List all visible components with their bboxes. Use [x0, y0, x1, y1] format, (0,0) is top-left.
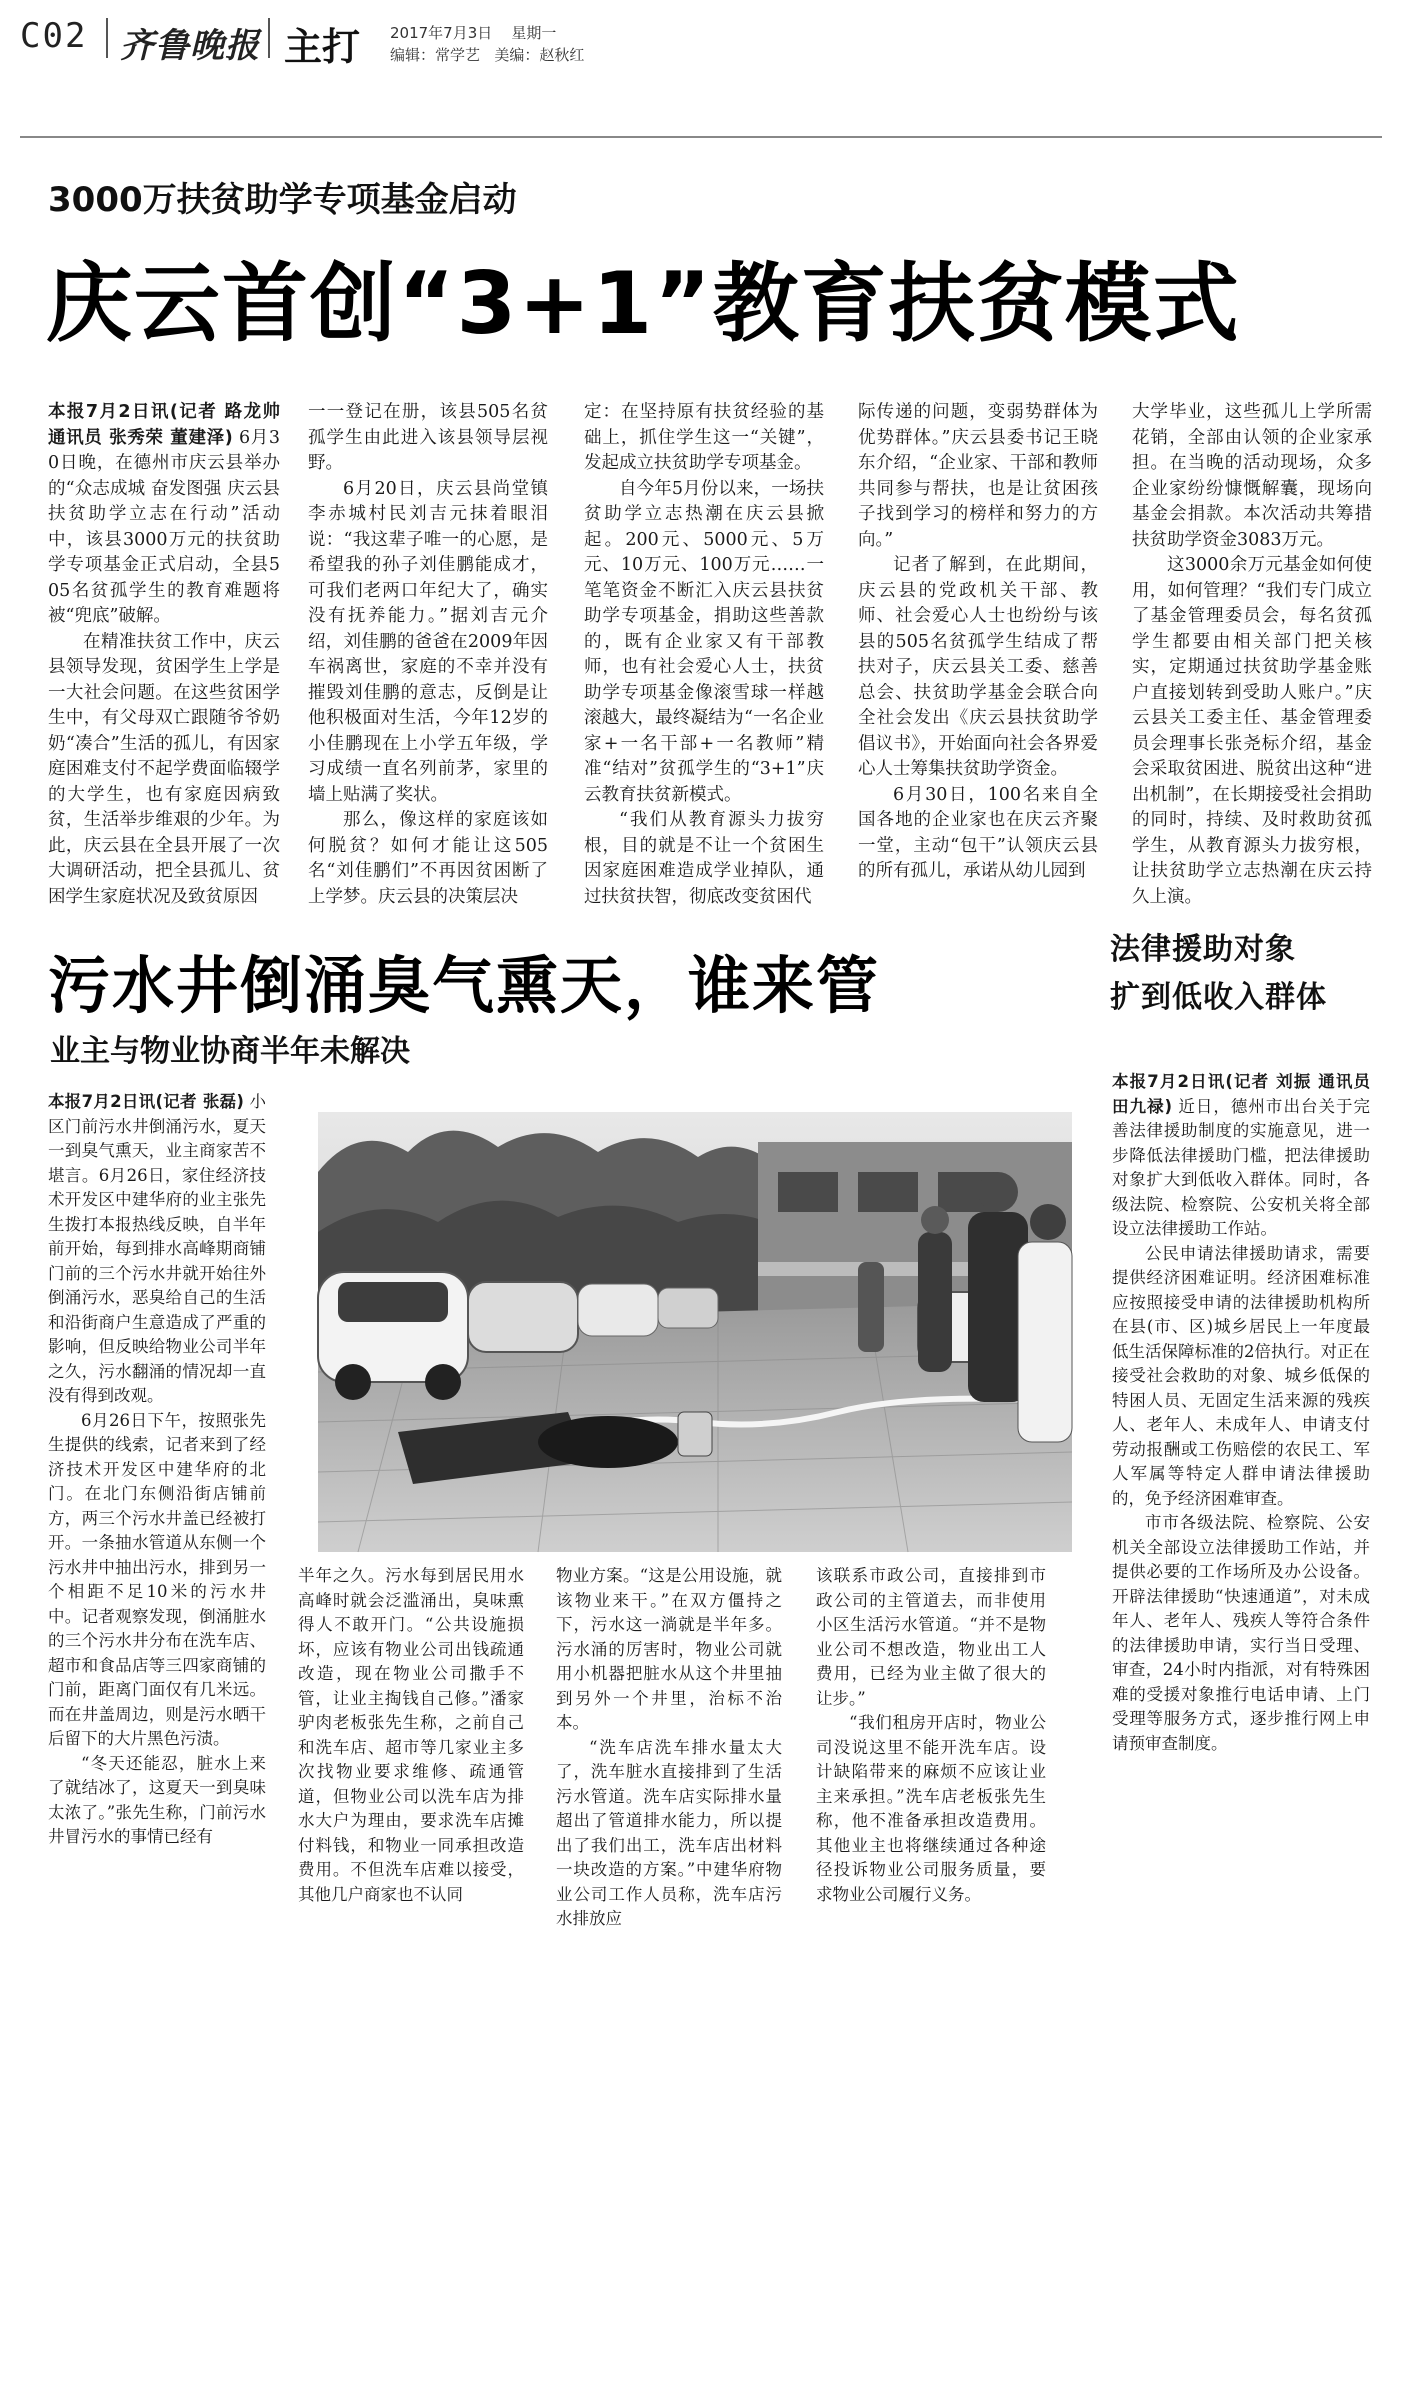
- story2-headline: 污水井倒涌臭气熏天，谁来管: [48, 949, 881, 1022]
- designer-credit: 美编：赵秋红: [494, 46, 585, 64]
- issue-date: 2017年7月3日: [390, 24, 493, 42]
- story2-paragraph: “洗车店洗车排水量太大了，洗车脏水直接排到了生活污水管道。洗车店实际排水量超出了管道排水能力，所以提出了我们出工，洗车店出材料一块改造的方案。”中建华府物业公司工作人员称，洗车店污水排放应: [556, 1737, 782, 1928]
- issue-weekday: 星期一: [511, 24, 557, 42]
- sewer-street-photo: [318, 1112, 1072, 1552]
- header-date-line: [390, 22, 556, 43]
- story1-paragraph: 定：在坚持原有扶贫经验的基础上，抓住学生这一“关键”，发起成立扶贫助学专项基金。: [584, 402, 824, 473]
- story1-paragraph: 自今年5月份以来，一场扶贫助学立志热潮在庆云县掀起。200元、5000元、5万元、10万元、100万元……一笔笔资金不断汇入庆云县扶贫助学专项基金，捐助这些善款的，既有企业家又有干部教师，也有社会爱心人士，扶贫助学专项基金像滚雪球一样越滚越大，最终凝结为“一名企业家+一名干部+一名教师”精准“结对”贫孤学生的“3+1”庆云教育扶贫新模式。: [584, 478, 824, 805]
- story1-paragraph: 6月20日，庆云县尚堂镇李赤城村民刘吉元抹着眼泪说：“我这辈子唯一的心愿，是希望我的孙子刘佳鹏能成才，可我们老两口年纪大了，确实没有抚养能力。”据刘吉元介绍，刘佳鹏的爸爸在2009年因车祸离世，家庭的不幸并没有摧毁刘佳鹏的意志，反倒是让他积极面对生活，今年12岁的小佳鹏现在上小学五年级，学习成绩一直名列前茅，家里的墙上贴满了奖状。: [308, 478, 548, 805]
- story2-paragraph: 6月26日下午，按照张先生提供的线索，记者来到了经济技术开发区中建华府的北门。在北门东侧沿街店铺前方，两三个污水井盖已经被打开。一条抽水管道从东侧一个污水井中抽出污水，排到另一个相距不足10米的污水井中。记者观察发现，倒涌脏水的三个污水井分布在洗车店、超市和食品店等三四家商铺的门前，距离门面仅有几米远。而在井盖周边，则是污水晒干后留下的大片黑色污渍。: [48, 1410, 266, 1748]
- story3-headline-line-2: 扩到低收入群体: [1110, 980, 1327, 1015]
- story3-byline: 本报7月2日讯(记者 刘振 通讯员 田九禄): [1112, 1072, 1370, 1116]
- story1-paragraph: 6月30日，100名来自全国各地的企业家也在庆云齐聚一堂，主动“包干”认领庆云县的所有孤儿，承诺从幼儿园到: [858, 784, 1098, 881]
- story3-column: [1112, 1070, 1370, 1890]
- story2-column-3: [556, 1564, 782, 1928]
- story2-column-4: [816, 1564, 1046, 1904]
- story2-paragraph: “我们租房开店时，物业公司没说这里不能开洗车店。设计缺陷带来的麻烦不应该让业主来承担。”洗车店老板张先生称，他不准备承担改造费用。其他业主也将继续通过各种途径投诉物业公司服务质量，要求物业公司履行义务。: [816, 1713, 1046, 1904]
- section-title: 主打: [284, 25, 361, 69]
- header-credits-line: [390, 44, 584, 65]
- story1-paragraph: 记者了解到，在此期间，庆云县的党政机关干部、教师、社会爱心人士也纷纷与该县的505名贫孤学生结成了帮扶对子，庆云县关工委、慈善总会、扶贫助学基金会联合向全社会发出《庆云县扶贫助学倡议书》，开始面向社会各界爱心人士筹集扶贫助学资金。: [858, 555, 1098, 779]
- story1-paragraph: 一一登记在册，该县505名贫孤学生由此进入该县领导层视野。: [308, 402, 548, 473]
- story1-headline: 庆云首创“3+1”教育扶贫模式: [46, 254, 1241, 354]
- story1-column-4: [858, 400, 1098, 881]
- story2-subhead: 业主与物业协商半年未解决: [50, 1034, 410, 1069]
- story1-byline: 本报7月2日讯(记者 路龙帅 通讯员 张秀荣 董建泽): [48, 402, 280, 448]
- story1-kicker: 3000万扶贫助学专项基金启动: [48, 180, 517, 220]
- story2-paragraph: 物业方案。“这是公用设施，就该物业来干。”在双方僵持之下，污水这一淌就是半年多。污水涌的厉害时，物业公司就用小机器把脏水从这个井里抽到另外一个井里，治标不治本。: [556, 1566, 782, 1732]
- story2-byline: 本报7月2日讯(记者 张磊): [48, 1092, 244, 1111]
- story2-column-2: [298, 1564, 524, 1904]
- story2-paragraph: 该联系市政公司，直接排到市政公司的主管道去，而非使用小区生活污水管道。“并不是物业公司不想改造，物业出工人费用，已经为业主做了很大的让步。”: [816, 1566, 1046, 1708]
- story2-lead-paragraph: 本报7月2日讯(记者 张磊) 小区门前污水井倒涌污水，夏天一到臭气熏天，业主商家苦不堪言。6月26日，家住经济技术开发区中建华府的业主张先生拨打本报热线反映，自半年前开始，每到排水高峰期商铺门前的三个污水井就开始往外倒涌污水，恶臭给自己的生活和沿街商户生意造成了严重的影响，但反映给物业公司半年之久，污水翻涌的情况却一直没有得到改观。: [48, 1092, 266, 1405]
- story2-paragraph: 半年之久。污水每到居民用水高峰时就会泛滥涌出，臭味熏得人不敢开门。“公共设施损坏，应该有物业公司出钱疏通改造，现在物业公司撒手不管，让业主掏钱自己修。”潘家驴肉老板张先生称，之前自己和洗车店、超市等几家业主多次找物业要求维修、疏通管道，但物业公司以洗车店为排水大户为理由，要求洗车店摊付料钱，和物业一同承担改造费用。不但洗车店难以接受，其他几户商家也不认同: [298, 1566, 524, 1904]
- header-rule: [20, 136, 1382, 138]
- story1-column-3: [584, 400, 824, 907]
- header-divider: [106, 18, 108, 58]
- story1-paragraph: 际传递的问题，变弱势群体为优势群体。”庆云县委书记王晓东介绍，“企业家、干部和教师共同参与帮扶，也是让贫困孩子找到学习的榜样和努力的方向。”: [858, 402, 1098, 550]
- story1-paragraph: “我们从教育源头力拔穷根，目的就是不让一个贫困生因家庭困难造成学业掉队，通过扶贫扶智，彻底改变贫困代: [584, 810, 824, 907]
- news-photo-sewer-street: [318, 1112, 1072, 1552]
- story1-paragraph: 那么，像这样的家庭该如何脱贫？如何才能让这505名“刘佳鹏们”不再因贫困断了上学梦。庆云县的决策层决: [308, 810, 548, 907]
- story3-paragraph: 市市各级法院、检察院、公安机关全部设立法律援助工作站，并提供必要的工作场所及办公设备。开辟法律援助“快速通道”，对未成年人、老年人、残疾人等符合条件的法律援助申请，实行当日受理、审查，24小时内指派，对有特殊困难的受援对象推行电话申请、上门受理等服务方式，逐步推行网上申请预审查制度。: [1112, 1513, 1370, 1753]
- story1-column-1: [48, 400, 280, 907]
- story1-paragraph: 这3000余万元基金如何使用，如何管理？“我们专门成立了基金管理委员会，每名贫孤学生都要由相关部门把关核实，定期通过扶贫助学基金账户直接划转到受助人账户。”庆云县关工委主任、基金管理委员会理事长张尧标介绍，基金会采取贫困进、脱贫出这种“进出机制”，在长期接受社会捐助的同时，持续、及时救助贫孤学生，从教育源头力拔穷根，让扶贫助学立志热潮在庆云持久上演。: [1132, 555, 1372, 907]
- story3-headline-line-1: 法律援助对象: [1110, 932, 1296, 967]
- header-divider: [268, 18, 270, 58]
- newspaper-logo: 齐鲁晚报: [120, 26, 260, 66]
- story2-column-1: [48, 1090, 266, 1890]
- story1-paragraph: 在精准扶贫工作中，庆云县领导发现，贫困学生上学是一大社会问题。在这些贫困学生中，有父母双亡跟随爷爷奶奶“凑合”生活的孤儿，有因家庭困难支付不起学费面临辍学的大学生，也有家庭因病致贫，生活举步维艰的少年。为此，庆云县在全县开展了一次大调研活动，把全县孤儿、贫困学生家庭状况及致贫原因: [48, 631, 280, 907]
- story3-lead-paragraph: 本报7月2日讯(记者 刘振 通讯员 田九禄) 近日，德州市出台关于完善法律援助制度的实施意见，进一步降低法律援助门槛，把法律援助对象扩大到低收入群体。同时，各级法院、检察院、公安机关将全部设立法律援助工作站。: [1112, 1072, 1370, 1238]
- story1-column-2: [308, 400, 548, 907]
- story1-paragraph: 大学毕业，这些孤儿上学所需花销，全部由认领的企业家承担。在当晚的活动现场，众多企业家纷纷慷慨解囊，现场向基金会捐款。本次活动共筹措扶贫助学资金3083万元。: [1132, 402, 1372, 550]
- story1-column-5: [1132, 400, 1372, 907]
- editor-credit: 编辑：常学艺: [390, 46, 481, 64]
- story3-paragraph: 公民申请法律援助请求，需要提供经济困难证明。经济困难标准应按照接受申请的法律援助机构所在县(市、区)城乡居民上一年度最低生活保障标准的2倍执行。对正在接受社会救助的对象、城乡低保的特困人员、无固定生活来源的残疾人、老年人、未成年人、申请支付劳动报酬或工伤赔偿的农民工、军人军属等特定人群申请法律援助的，免予经济困难审查。: [1112, 1243, 1370, 1508]
- page-number: C02: [20, 16, 88, 56]
- story1-lead-paragraph: 本报7月2日讯(记者 路龙帅 通讯员 张秀荣 董建泽) 6月30日晚，在德州市庆云县举办的“众志成城 奋发图强 庆云县扶贫助学立志在行动”活动中，该县3000万元的扶贫助学专项基金正式启动，全县505名贫孤学生的教育难题将被“兜底”破解。: [48, 402, 280, 626]
- story2-paragraph: “冬天还能忍，脏水上来了就结冰了，这夏天一到臭味太浓了。”张先生称，门前污水井冒污水的事情已经有: [48, 1753, 266, 1846]
